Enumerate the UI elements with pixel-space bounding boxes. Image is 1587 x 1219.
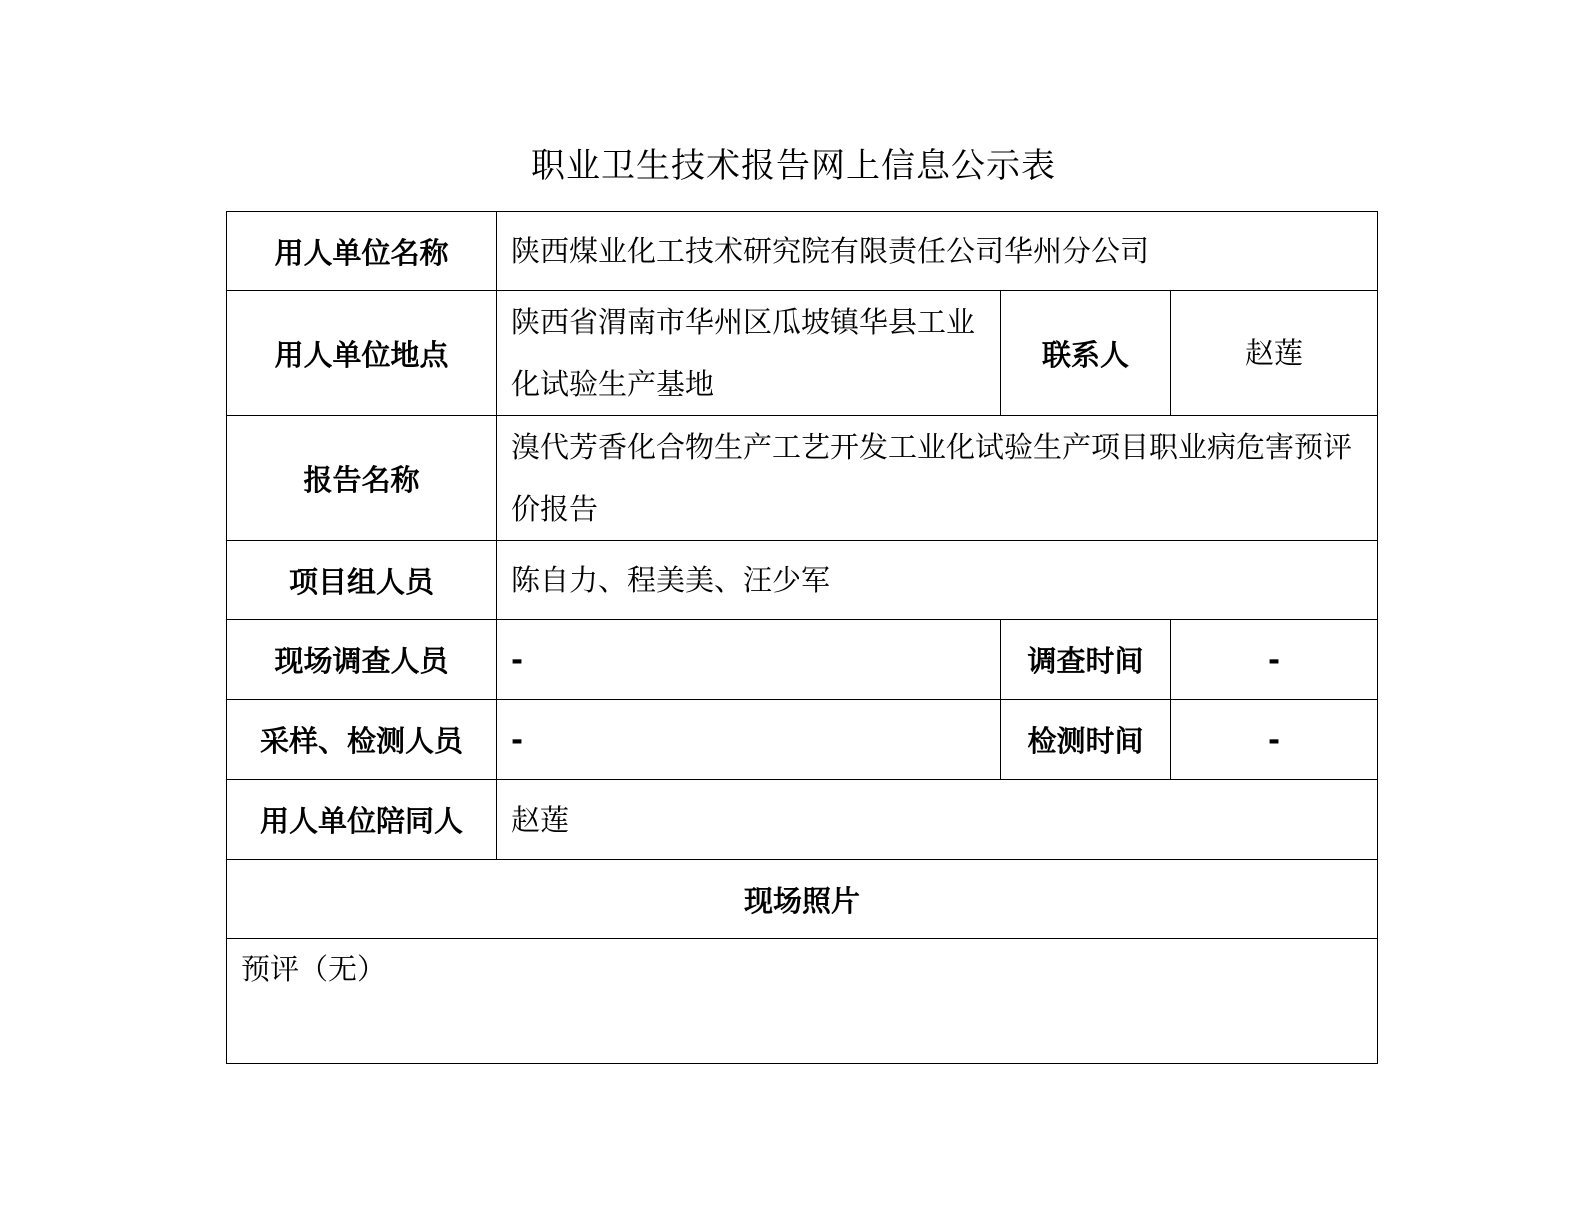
- accompanying-label: 用人单位陪同人: [227, 780, 497, 860]
- project-members-value: 陈自力、程美美、汪少军: [497, 541, 1378, 620]
- site-survey-label: 现场调查人员: [227, 620, 497, 700]
- project-members-label: 项目组人员: [227, 541, 497, 620]
- row-site-survey: [227, 620, 1378, 700]
- survey-time-label: 调查时间: [1001, 620, 1171, 700]
- testing-time-value: -: [1171, 700, 1378, 780]
- contact-label: 联系人: [1001, 291, 1171, 416]
- survey-time-value: -: [1171, 620, 1378, 700]
- contact-value: 赵莲: [1171, 291, 1378, 416]
- report-name-value: 溴代芳香化合物生产工艺开发工业化试验生产项目职业病危害预评价报告: [497, 416, 1378, 541]
- row-employer-name: [227, 212, 1378, 291]
- employer-name-label: 用人单位名称: [227, 212, 497, 291]
- page-title: 职业卫生技术报告网上信息公示表: [531, 146, 1056, 186]
- employer-name-value: 陕西煤业化工技术研究院有限责任公司华州分公司: [497, 212, 1378, 291]
- sampling-label: 采样、检测人员: [227, 700, 497, 780]
- info-table: [226, 211, 1378, 1064]
- accompanying-value: 赵莲: [497, 780, 1378, 860]
- employer-location-value: 陕西省渭南市华州区瓜坡镇华县工业化试验生产基地: [497, 291, 1001, 416]
- photos-heading: 现场照片: [227, 860, 1378, 939]
- site-survey-value: -: [497, 620, 1001, 700]
- photos-content: 预评（无）: [227, 939, 1378, 1064]
- employer-location-label: 用人单位地点: [227, 291, 497, 416]
- row-project-members: [227, 541, 1378, 620]
- sampling-value: -: [497, 700, 1001, 780]
- row-sampling: [227, 700, 1378, 780]
- row-employer-location: [227, 291, 1378, 416]
- row-accompanying: [227, 780, 1378, 860]
- row-photos-content: [227, 939, 1378, 1064]
- report-name-label: 报告名称: [227, 416, 497, 541]
- testing-time-label: 检测时间: [1001, 700, 1171, 780]
- row-report-name: [227, 416, 1378, 541]
- row-photos-heading: [227, 860, 1378, 939]
